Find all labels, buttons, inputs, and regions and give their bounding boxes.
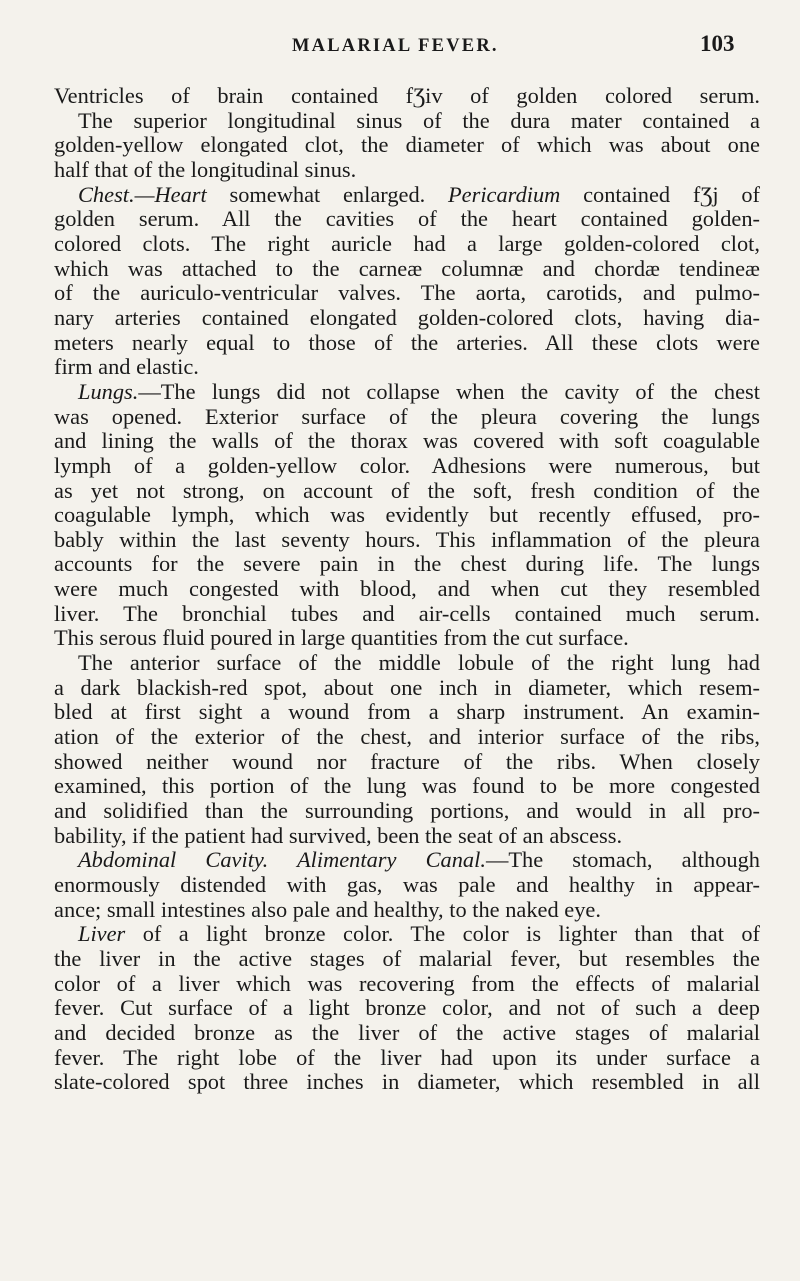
text-line: slate-colored spot three inches in diameter, which resembled in all: [54, 1069, 760, 1095]
text-line: nary arteries contained elongated golden-colored clots, having dia-: [54, 304, 760, 330]
text-line: color of a liver which was recovering from the effects of malarial: [54, 970, 760, 996]
text-line: golden serum. All the cavities of the heart contained golden-: [54, 206, 760, 232]
text-line: fever. Cut surface of a light bronze color, and not of such a deep: [54, 995, 760, 1021]
text-line: fever. The right lobe of the liver had upon its under surface a: [54, 1044, 760, 1070]
page-number: 103: [700, 31, 735, 56]
text-line: golden-yellow elongated clot, the diameter of which was about one: [54, 132, 760, 158]
section-heading: Liver: [78, 921, 126, 947]
text-line: The superior longitudinal sinus of the dura mater contained a: [78, 107, 760, 133]
text-line: meters nearly equal to those of the arteries. All these clots were: [54, 329, 760, 355]
text-line: the liver in the active stages of malarial fever, but resembles the: [54, 945, 760, 971]
text-line: coagulable lymph, which was evidently but recently effused, pro-: [54, 502, 760, 528]
body-text: [54, 84, 760, 1095]
text-line: and lining the walls of the thorax was covered with soft coagulable: [54, 428, 760, 454]
text-line: Ventricles of brain contained fƷiv of golden colored serum.: [54, 83, 760, 108]
text-line: Chest.—Heart somewhat enlarged. Pericardium contained fƷj of: [78, 181, 760, 207]
text-line: bability, if the patient had survived, been the seat of an abscess.: [54, 822, 623, 848]
text-line: ation of the exterior of the chest, and interior surface of the ribs,: [54, 724, 760, 750]
text-line: lymph of a golden-yellow color. Adhesions were numerous, but: [54, 452, 760, 478]
text-line: Abdominal Cavity. Alimentary Canal.—The stomach, although: [78, 847, 760, 873]
text-line: accounts for the severe pain in the chest during life. The lungs: [54, 551, 760, 577]
section-heading: Abdominal Cavity. Alimentary Canal.: [78, 847, 486, 873]
text-line: and solidified than the surrounding portions, and would in all pro-: [54, 798, 760, 824]
text-line: half that of the longitudinal sinus.: [54, 156, 357, 182]
text-line: showed neither wound nor fracture of the ribs. When closely: [54, 748, 760, 774]
text-line: examined, this portion of the lung was found to be more congested: [54, 773, 760, 799]
text-line: Liver of a light bronze color. The color is lighter than that of: [78, 921, 760, 947]
text-line: bled at first sight a wound from a sharp instrument. An examin-: [54, 699, 760, 725]
text-line: as yet not strong, on account of the soft, fresh condition of the: [54, 477, 760, 503]
text-line: and decided bronze as the liver of the active stages of malarial: [54, 1019, 760, 1045]
text-line: firm and elastic.: [54, 354, 199, 380]
text-line: bably within the last seventy hours. This inflammation of the pleura: [54, 526, 760, 552]
text-line: which was attached to the carneæ columnæ and chordæ tendineæ: [54, 255, 760, 281]
text-line: Lungs.—The lungs did not collapse when the cavity of the chest: [78, 378, 760, 404]
text-line: of the auriculo-ventricular valves. The aorta, carotids, and pulmo-: [54, 280, 760, 306]
text-line: a dark blackish-red spot, about one inch in diameter, which resem-: [54, 674, 760, 700]
text-line: This serous fluid poured in large quantities from the cut surface.: [54, 625, 629, 651]
text-line: liver. The bronchial tubes and air-cells contained much serum.: [54, 600, 760, 626]
running-title: MALARIAL FEVER.: [292, 36, 499, 56]
text-line: The anterior surface of the middle lobule of the right lung had: [78, 650, 760, 676]
section-heading: Pericardium: [448, 181, 561, 207]
text-line: colored clots. The right auricle had a large golden-colored clot,: [54, 230, 760, 256]
section-heading: Lungs.: [78, 378, 139, 404]
text-line: enormously distended with gas, was pale and healthy in appear-: [54, 872, 760, 897]
section-heading: Chest.—Heart: [78, 181, 207, 207]
text-line: was opened. Exterior surface of the pleura covering the lungs: [54, 403, 760, 429]
text-line: were much congested with blood, and when cut they resembled: [54, 576, 760, 602]
text-line: ance; small intestines also pale and healthy, to the naked eye.: [54, 896, 601, 922]
